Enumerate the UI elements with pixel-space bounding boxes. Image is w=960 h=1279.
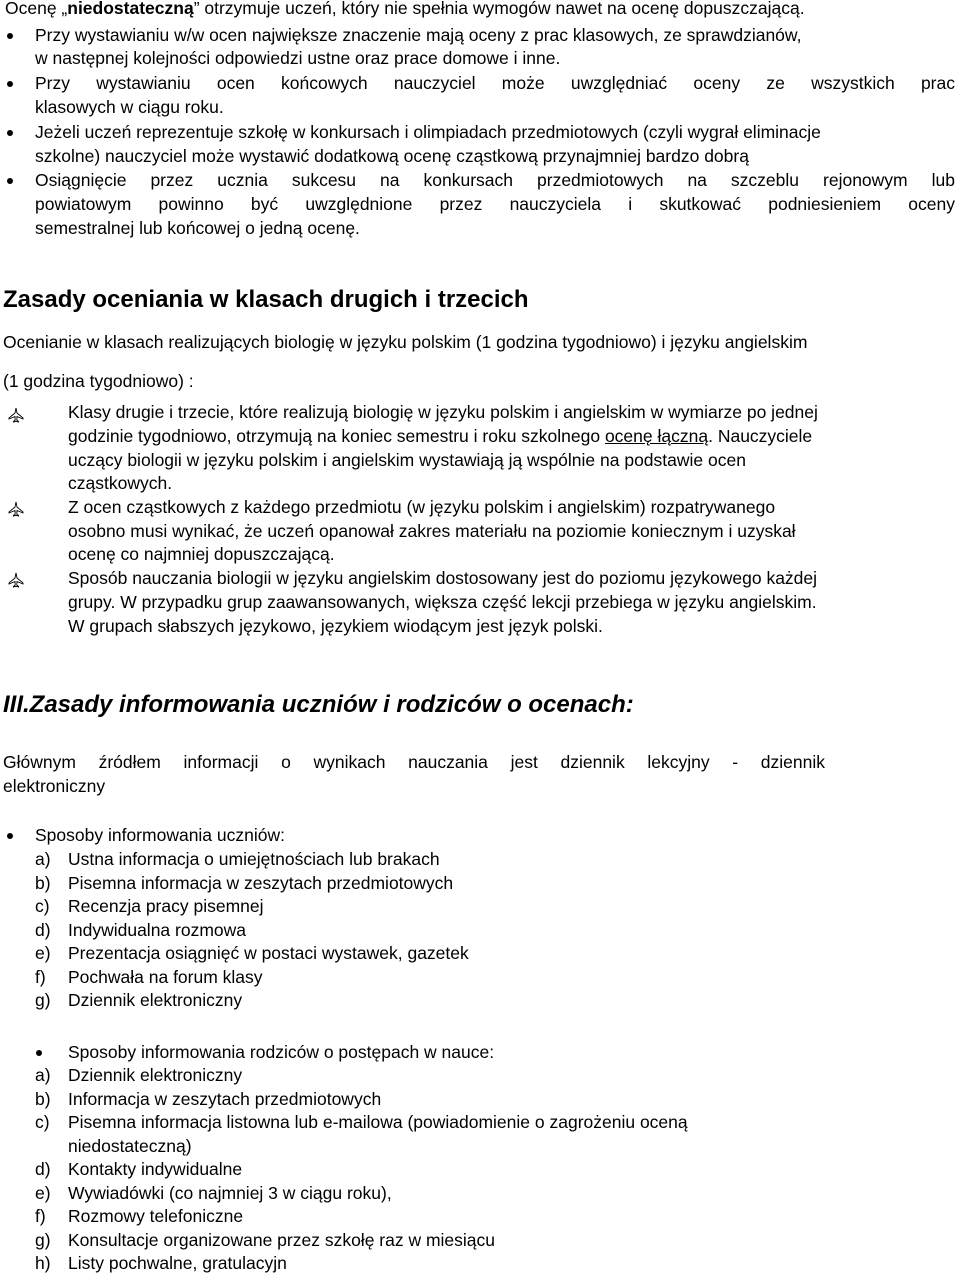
underlined-term: ocenę łączną <box>604 426 709 446</box>
students-list-item-marker: f) <box>35 966 46 987</box>
parents-list-item-text: Listy pochwalne, gratulacyjn <box>68 1253 287 1273</box>
parents-list-item-marker: g) <box>35 1229 51 1250</box>
text-fragment: ” otrzymuje uczeń, który nie spełnia wymogów nawet na ocenę dopuszczającą. <box>193 0 805 18</box>
bold-term: niedostateczną <box>67 0 194 18</box>
item3-line-2: grupy. W przypadku grup zaawansowanych, większa część lekcji przebiega w języku angielskim. <box>68 592 817 612</box>
students-list-item-text: Dziennik elektroniczny <box>68 990 243 1010</box>
item1-line-3: uczący biologii w języku polskim i angielskim wystawiają ją wspólnie na podstawie ocen <box>68 450 746 470</box>
item2-line-3: ocenę co najmniej dopuszczającą. <box>68 544 335 564</box>
students-list-item-marker: c) <box>35 896 50 916</box>
airplane-bullet-icon <box>8 501 24 517</box>
students-list-item-text: Prezentacja osiągnięć w postaci wystawek, gazetek <box>68 943 469 963</box>
students-list-title: Sposoby informowania uczniów: <box>35 825 285 845</box>
intro-bullet-2-line-1: Przy wystawianiu ocen końcowych nauczyciel może uwzględniać oceny ze wszystkich prac <box>35 73 955 93</box>
students-list-item-text: Indywidualna rozmowa <box>68 919 247 940</box>
parents-list-item-marker: f) <box>35 1206 46 1226</box>
parents-list-item-text: Pisemna informacja listowna lub e-mailowa (powiadomienie o zagrożeniu oceną <box>68 1112 688 1132</box>
students-list-item-text: Pochwała na forum klasy <box>68 966 263 987</box>
text-fragment: Ocenę „ <box>5 0 68 18</box>
bullet-icon <box>7 130 13 136</box>
section3-intro-line-2: elektroniczny <box>3 776 106 796</box>
item3-line-3: W grupach słabszych językowo, językiem wiodącym jest język polski. <box>68 616 603 636</box>
bullet-icon <box>7 833 13 839</box>
section2-intro-line-1: Ocenianie w klasach realizujących biologię w języku polskim (1 godzina tygodniowo) i języku angielskim <box>3 332 808 352</box>
students-list-item-marker: g) <box>35 990 51 1010</box>
intro-bullet-1-line-1: Przy wystawianiu w/w ocen największe znaczenie mają oceny z prac klasowych, ze sprawdzianów, <box>35 25 802 45</box>
students-list-item-marker: d) <box>35 919 51 940</box>
bullet-icon <box>7 33 13 39</box>
intro-bullet-3-line-2: szkolne) nauczyciel może wystawić dodatkową ocenę cząstkową przynajmniej bardzo dobrą <box>35 146 749 166</box>
item2-line-1: Z ocen cząstkowych z każdego przedmiotu (w języku polskim i angielskim) rozpatrywanego <box>68 497 776 517</box>
students-list-item-text: Pisemna informacja w zeszytach przedmiotowych <box>68 872 454 893</box>
students-list-item-marker: a) <box>35 849 51 869</box>
parents-list-item-marker: c) <box>35 1112 50 1132</box>
section-heading: III.Zasady informowania uczniów i rodziców o ocenach: <box>3 691 634 718</box>
intro-bullet-4-line-1: Osiągnięcie przez ucznia sukcesu na konkursach przedmiotowych na szczeblu rejonowym lub <box>35 170 955 190</box>
parents-list-item-marker: b) <box>35 1088 51 1109</box>
bullet-icon <box>7 178 13 184</box>
intro-bullet-2-line-2: klasowych w ciągu roku. <box>35 97 224 117</box>
parents-list-title: Sposoby informowania rodziców o postępach w nauce: <box>68 1042 495 1062</box>
text-fragment: . Nauczyciele <box>708 426 813 446</box>
item3-line-1: Sposób nauczania biologii w języku angielskim dostosowany jest do poziomu językowego każdej <box>68 568 818 588</box>
parents-list-item-text: Rozmowy telefoniczne <box>68 1206 244 1226</box>
item1-line-4: cząstkowych. <box>68 473 173 493</box>
bullet-icon <box>36 1050 42 1056</box>
section-heading: Zasady oceniania w klasach drugich i trzecich <box>3 286 529 313</box>
item2-line-2: osobno musi wynikać, że uczeń opanował zakres materiału na poziomie koniecznym i uzyskał <box>68 521 796 541</box>
students-list-item-marker: b) <box>35 872 51 893</box>
parents-list-item-text: niedostateczną) <box>68 1135 192 1156</box>
parents-list-item-text: Konsultacje organizowane przez szkołę raz w miesiącu <box>68 1229 496 1250</box>
failing-grade-sentence <box>5 0 805 21</box>
item1-line-2 <box>68 425 812 449</box>
section3-intro-line-1: Głównym źródłem informacji o wynikach nauczania jest dziennik lekcyjny - dziennik <box>3 752 825 772</box>
parents-list-item-marker: h) <box>35 1253 51 1273</box>
parents-list-item-text: Wywiadówki (co najmniej 3 w ciągu roku), <box>68 1182 392 1203</box>
parents-list-item-text: Dziennik elektroniczny <box>68 1065 243 1085</box>
intro-bullet-4-line-3: semestralnej lub końcowej o jedną ocenę. <box>35 218 360 238</box>
intro-bullet-1-line-2: w następnej kolejności odpowiedzi ustne oraz prace domowe i inne. <box>35 48 561 68</box>
parents-list-item-marker: a) <box>35 1065 51 1085</box>
parents-list-item-marker: e) <box>35 1182 51 1203</box>
airplane-bullet-icon <box>8 407 24 423</box>
text-fragment: godzinie tygodniowo, otrzymują na koniec semestru i roku szkolnego <box>68 426 605 446</box>
parents-list-item-marker: d) <box>35 1159 51 1179</box>
students-list-item-text: Ustna informacja o umiejętnościach lub brakach <box>68 849 440 869</box>
airplane-bullet-icon <box>8 572 24 588</box>
section2-intro-line-2: (1 godzina tygodniowo) : <box>3 371 194 391</box>
bullet-icon <box>7 81 13 87</box>
parents-list-item-text: Informacja w zeszytach przedmiotowych <box>68 1088 382 1109</box>
intro-bullet-4-line-2: powiatowym powinno być uwzględnione przez nauczyciela i skutkować podniesieniem oceny <box>35 194 955 214</box>
parents-list-item-text: Kontakty indywidualne <box>68 1159 243 1179</box>
students-list-item-marker: e) <box>35 943 51 963</box>
item1-line-1: Klasy drugie i trzecie, które realizują biologię w języku polskim i angielskim w wymiarze po jednej <box>68 402 818 422</box>
students-list-item-text: Recenzja pracy pisemnej <box>68 896 264 916</box>
intro-bullet-3-line-1: Jeżeli uczeń reprezentuje szkołę w konkursach i olimpiadach przedmiotowych (czyli wygrał eliminacje <box>35 122 821 142</box>
